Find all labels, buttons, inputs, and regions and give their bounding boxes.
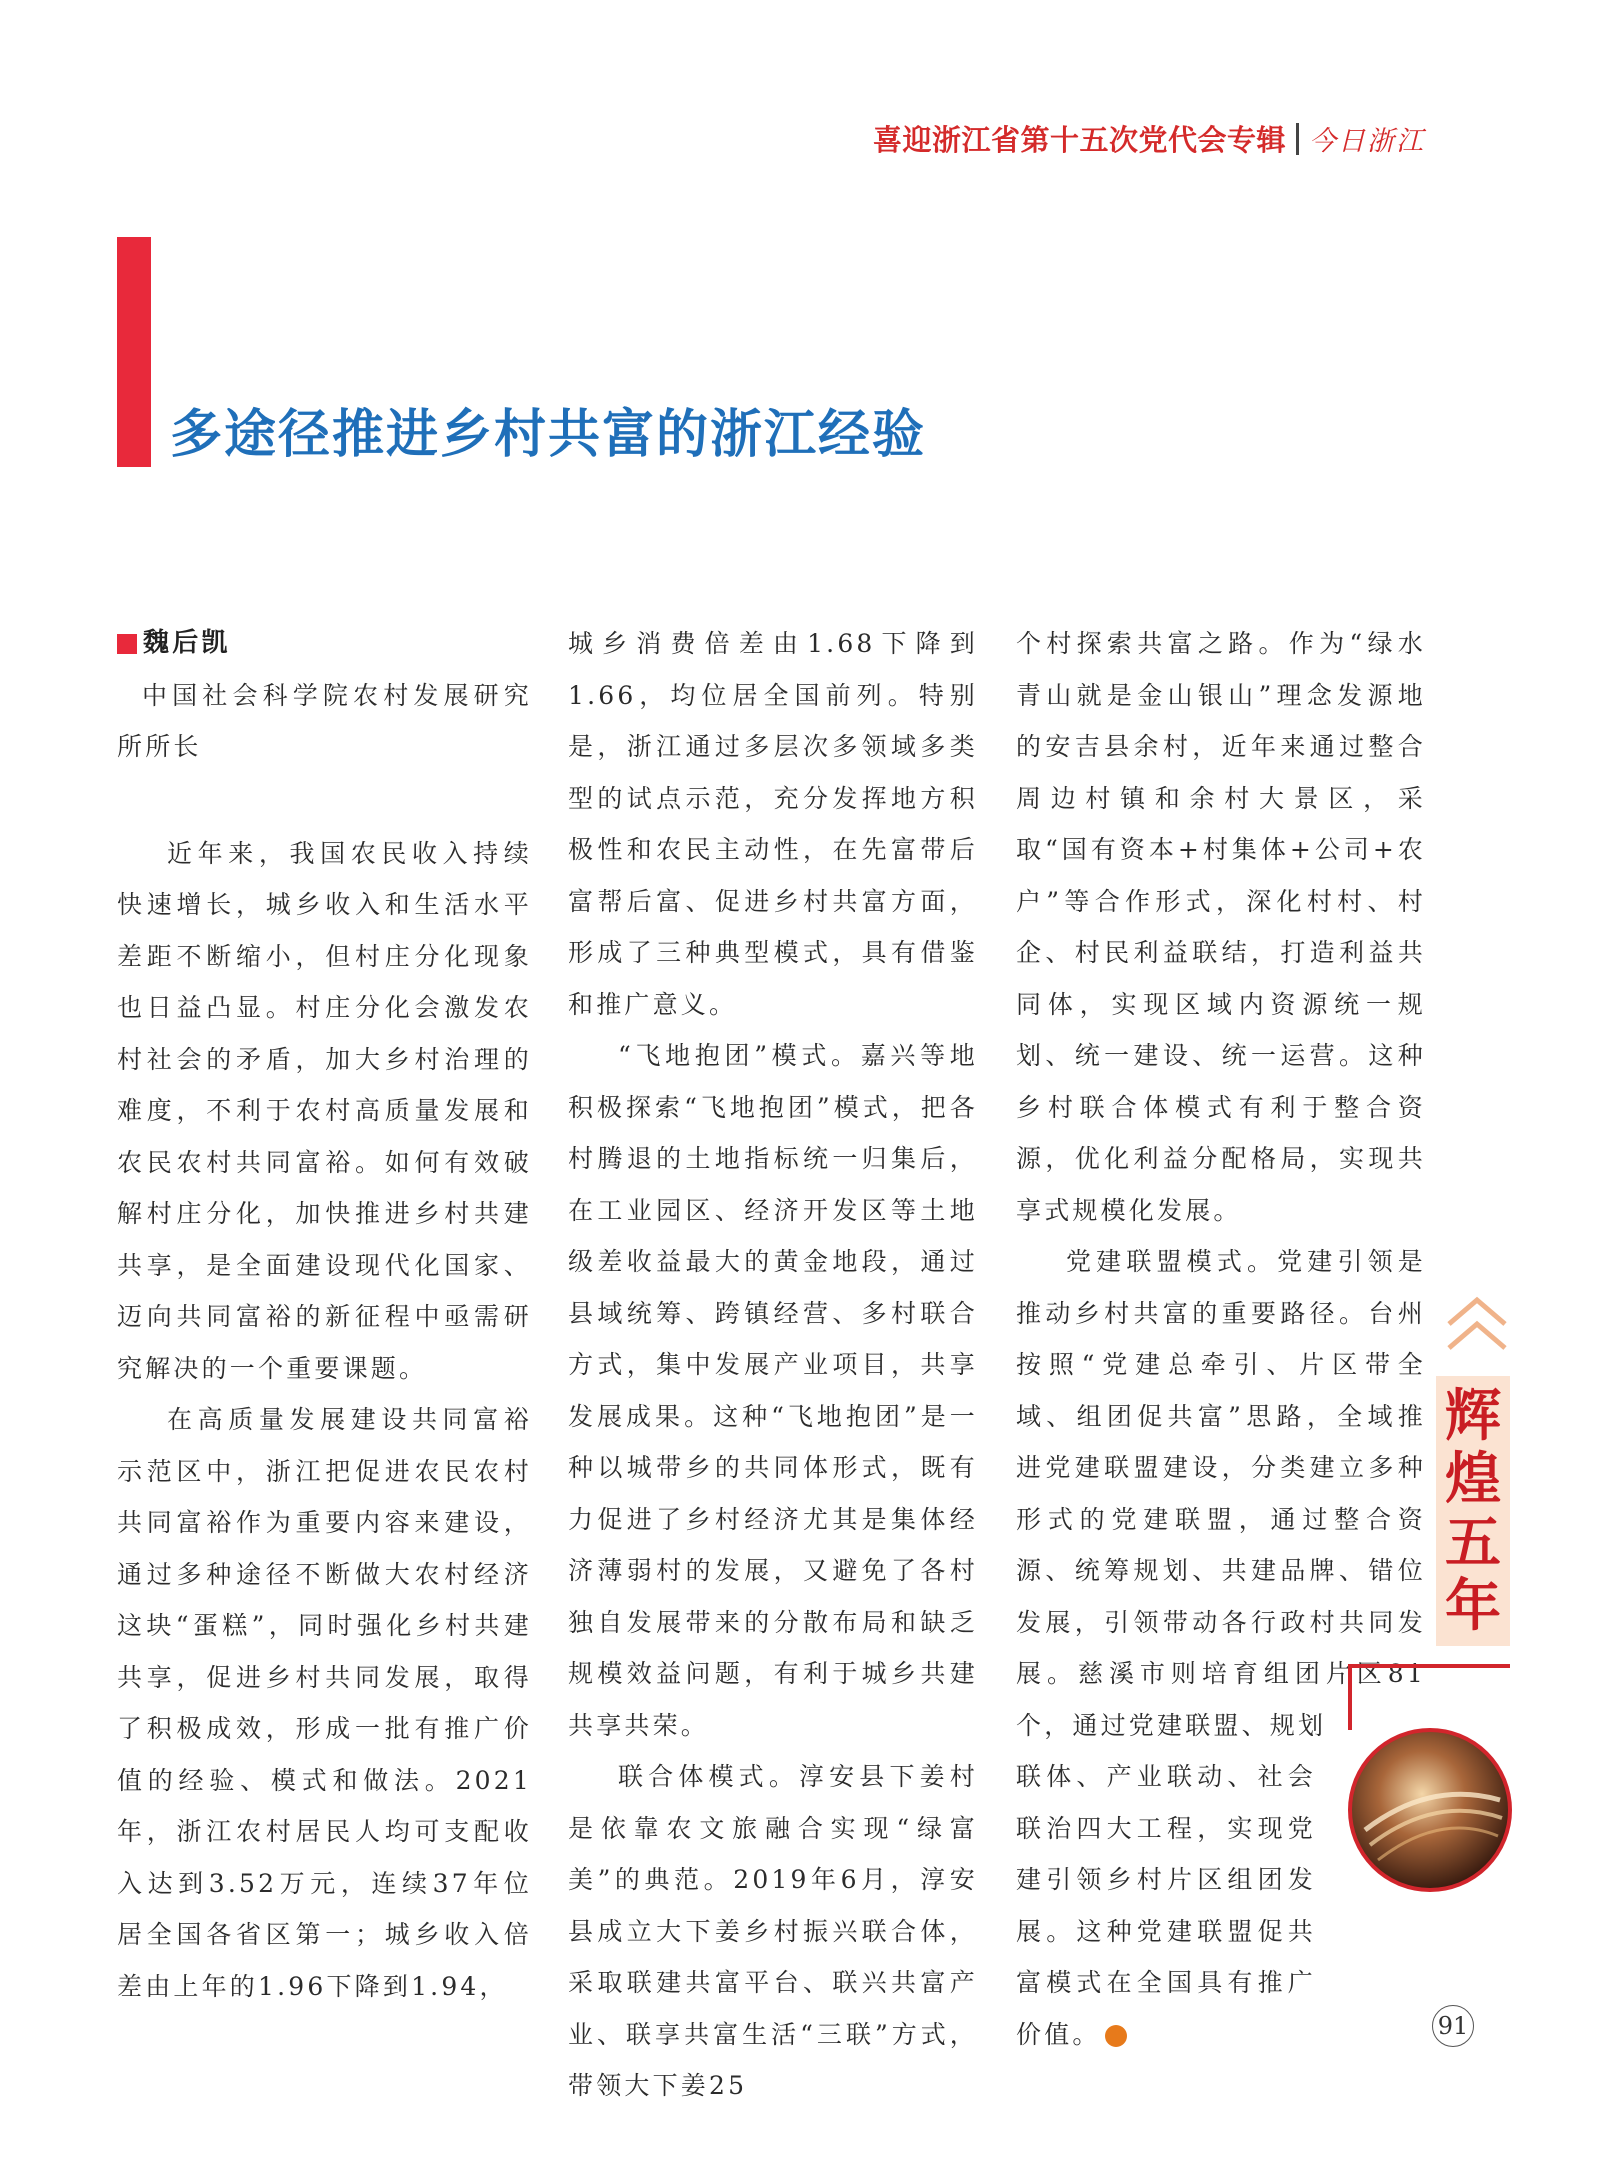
number-five-graphic-icon	[1320, 1660, 1520, 1900]
header-divider	[1296, 123, 1299, 155]
paragraph: “飞地抱团”模式。嘉兴等地积极探索“飞地抱团”模式，把各村腾退的土地指标统一归集后，在工业园区、经济开发区等土地级差收益最大的黄金地段，通过县域统筹、跨镇经营、多村联合方式，集中发展产业项目，共享发展成果。这种“飞地抱团”是一种以城带乡的共同体形式，既有力促进了乡村经济尤其是集体经济薄弱村的发展，又避免了各村独自发展带来的分散布局和缺乏规模效益问题，有利于城乡共建共享共荣。	[568, 1041, 978, 1740]
paragraph: 近年来，我国农民收入持续快速增长，城乡收入和生活水平差距不断缩小，但村庄分化现象也日益凸显。村庄分化会激发农村社会的矛盾，加大乡村治理的难度，不利于农村高质量发展和农民农村共同富裕。如何有效破解村庄分化，加快推进乡村共建共享，是全面建设现代化国家、迈向共同富裕的新征程中亟需研究解决的一个重要课题。	[117, 838, 532, 1383]
paragraph: 个村探索共富之路。作为“绿水青山就是金山银山”理念发源地的安吉县余村，近年来通过整合周边村镇和余村大景区，采取“国有资本+村集体+公司+农户”等合作形式，深化村村、村企、村民利益联结，打造利益共同体，实现区域内资源统一规划、统一建设、统一运营。这种乡村联合体模式有利于整合资源，优化利益分配格局，实现共享式规模化发展。	[1016, 629, 1426, 1225]
chevron-up-icon	[1445, 1290, 1509, 1370]
paragraph: 党建联盟模式。党建引领是推动乡村共富的重要路径。台州按照“党建总牵引、片区带全域、组团促共富”思路，全域推进党建联盟建设，分类建立多种形式的党建联盟，通过整合资源、统筹规划、共建品牌、错位发展，引领带动各行政村共同发展。慈溪市则培育组团片区81个，通过党建联盟、规划	[1016, 1247, 1426, 1740]
badge-char: 辉	[1445, 1382, 1501, 1449]
badge-char: 煌	[1445, 1446, 1501, 1513]
paragraph-text: 联体、产业联动、社会联治四大工程，实现党建引领乡村片区组团发展。这种党建联盟促共富模式在全国具有推广价值。	[1016, 1762, 1316, 2049]
glorious-five-years-badge	[1436, 1376, 1510, 1646]
author-line	[117, 618, 532, 670]
article-title: 多途径推进乡村共富的浙江经验	[170, 405, 927, 465]
article-column-1	[117, 618, 532, 2012]
special-edition-title: 喜迎浙江省第十五次党代会专辑	[872, 123, 1286, 157]
author-affiliation: 中国社会科学院农村发展研究所所长	[117, 680, 532, 761]
author-name: 魏后凯	[143, 628, 231, 658]
article-column-2	[568, 618, 978, 2112]
author-marker-icon	[117, 634, 137, 654]
paragraph: 城乡消费倍差由1.68下降到1.66，均位居全国前列。特别是，浙江通过多层次多领域多类型的试点示范，充分发挥地方积极性和农民主动性，在先富带后富帮后富、促进乡村共富方面，形成了三种典型模式，具有借鉴和推广意义。	[568, 629, 978, 1019]
magazine-logo: 今日浙江	[1309, 126, 1425, 157]
end-mark-icon	[1105, 2025, 1127, 2047]
spacer	[117, 773, 532, 828]
badge-char: 五	[1445, 1509, 1501, 1576]
page-header	[873, 118, 1425, 159]
title-accent-bar	[117, 237, 151, 467]
page-number: 91	[1432, 2005, 1474, 2047]
badge-char: 年	[1445, 1573, 1501, 1640]
paragraph: 在高质量发展建设共同富裕示范区中，浙江把促进农民农村共同富裕作为重要内容来建设，通过多种途径不断做大农村经济这块“蛋糕”，同时强化乡村共建共享，促进乡村共同发展，取得了积极成效，形成一批有推广价值的经验、模式和做法。2021年，浙江农村居民人均可支配收入达到3.52万元，连续37年位居全国各省区第一；城乡收入倍差由上年的1.96下降到1.94，	[117, 1405, 532, 2001]
paragraph	[1016, 1751, 1316, 2060]
paragraph: 联合体模式。淳安县下姜村是依靠农文旅融合实现“绿富美”的典范。2019年6月，淳安县成立大下姜乡村振兴联合体，采取联建共富平台、联兴共富产业、联享共富生活“三联”方式，带领大下姜25	[568, 1762, 978, 2100]
